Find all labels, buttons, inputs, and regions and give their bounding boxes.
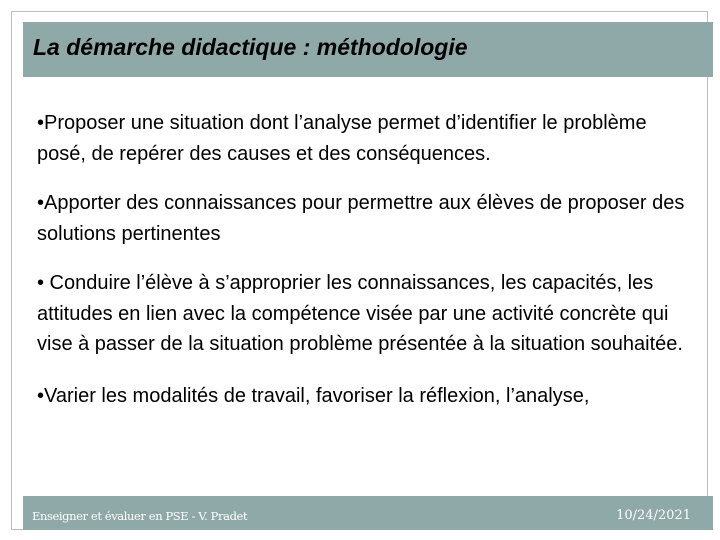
bullet-item: •Varier les modalités de travail, favoriser la réflexion, l’analyse,: [37, 384, 590, 407]
footer-text: Enseigner et évaluer en PSE - V. Pradet: [32, 509, 248, 523]
bullet-list: [37, 108, 701, 430]
bullet-item: •Apporter des connaissances pour permettre aux élèves de proposer des solutions pertinentes: [37, 192, 685, 245]
slide-title: La démarche didactique : méthodologie: [33, 34, 468, 60]
bullet-item: •Proposer une situation dont l’analyse permet d’identifier le problème posé, de repérer des causes et des conséquences.: [37, 112, 647, 165]
footer-date: 10/24/2021: [616, 508, 691, 523]
bullet-item: • Conduire l’élève à s’approprier les connaissances, les capacités, les attitudes en lien avec la compétence visée par une activité concrète qui vise à passer de la situation problème présentée à la situation souhaitée.: [37, 272, 683, 355]
